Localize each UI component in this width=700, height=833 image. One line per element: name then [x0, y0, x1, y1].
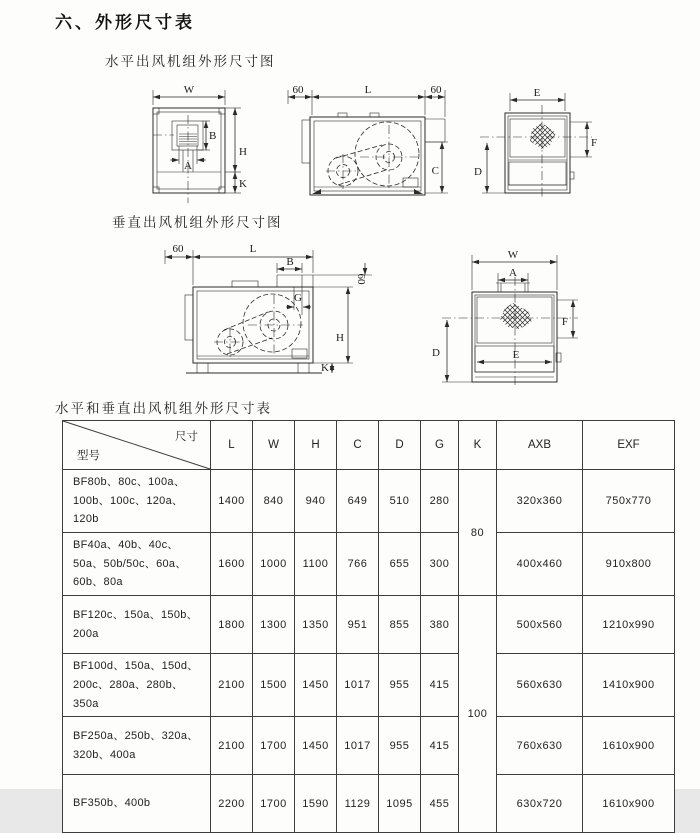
header-row — [63, 421, 675, 470]
corner-header-cell — [63, 421, 211, 470]
col-header-g: G — [421, 421, 459, 470]
dim-g-label: G — [294, 292, 302, 304]
axb-cell: 320x360 — [497, 470, 583, 533]
side-view-diagram — [288, 84, 448, 195]
w-cell: 1000 — [253, 533, 295, 596]
dim-d-label: D — [432, 347, 440, 359]
axb-cell: 500x560 — [497, 596, 583, 654]
col-header-axb: AXB — [497, 421, 583, 470]
w-cell: 1300 — [253, 596, 295, 654]
l-cell: 1400 — [211, 470, 253, 533]
w-cell: 1500 — [253, 654, 295, 717]
col-header-c: C — [337, 421, 379, 470]
axb-cell: 630x720 — [497, 775, 583, 833]
table-row — [63, 470, 675, 533]
axb-cell: 760x630 — [497, 717, 583, 775]
outlet-grille-hatch — [500, 303, 532, 329]
dim-b-label: B — [209, 130, 217, 142]
horizontal-unit-diagrams — [100, 75, 700, 215]
g-cell: 300 — [421, 533, 459, 596]
dim-c-label: C — [431, 165, 439, 177]
exf-cell: 1610x900 — [583, 717, 675, 775]
l-cell: 2100 — [211, 717, 253, 775]
dim-e-label: E — [512, 349, 520, 361]
vside-dimensions — [165, 243, 372, 374]
model-cell: BF40a、40b、40c、50a、50b/50c、60a、60b、80a — [63, 533, 211, 596]
h-cell: 1450 — [295, 654, 337, 717]
d-cell: 655 — [379, 533, 421, 596]
corner-label-dimension: 尺寸 — [175, 431, 198, 443]
vside-box — [185, 275, 322, 373]
h-cell: 1100 — [295, 533, 337, 596]
front-view-diagram — [153, 84, 247, 203]
exf-cell: 1210x990 — [583, 596, 675, 654]
end-view-box — [505, 113, 574, 193]
dim-a-label: A — [509, 267, 517, 279]
dim-k-label: K — [321, 362, 329, 374]
model-cell: BF350b、400b — [63, 775, 211, 833]
w-cell: 840 — [253, 470, 295, 533]
h-cell: 1350 — [295, 596, 337, 654]
dim-60-left-label: 60 — [172, 243, 184, 255]
h-cell: 1450 — [295, 717, 337, 775]
end-view-diagram — [474, 87, 597, 197]
dimension-table-grid — [62, 420, 675, 833]
c-cell: 766 — [337, 533, 379, 596]
col-header-w: W — [253, 421, 295, 470]
table-row — [63, 775, 675, 833]
table-section-label: 水平和垂直出风机组外形尺寸表 — [55, 401, 272, 416]
k-merged-cell: 100 — [459, 596, 497, 833]
vertical-unit-diagrams — [100, 235, 600, 395]
col-header-l: L — [211, 421, 253, 470]
dim-w-label: W — [507, 249, 519, 261]
model-cell: BF100d、150a、150d、200c、280a、280b、350a — [63, 654, 211, 717]
model-cell: BF250a、250b、320a、320b、400a — [63, 717, 211, 775]
front-view-box — [153, 108, 225, 193]
d-cell: 955 — [379, 717, 421, 775]
dim-f-label: F — [591, 137, 598, 149]
vfront-box — [472, 283, 561, 382]
table-row — [63, 533, 675, 596]
col-header-exf: EXF — [583, 421, 675, 470]
dim-60-top-label: 60 — [355, 273, 367, 285]
corner-label-model: 型号 — [77, 450, 100, 462]
c-cell: 1129 — [337, 775, 379, 833]
l-cell: 1800 — [211, 596, 253, 654]
table-row — [63, 654, 675, 717]
k-merged-cell: 80 — [459, 470, 497, 596]
horizontal-section-label: 水平出风机组外形尺寸图 — [105, 54, 276, 69]
exf-cell: 1410x900 — [583, 654, 675, 717]
l-cell: 1600 — [211, 533, 253, 596]
front-view-dimensions — [153, 84, 247, 193]
dim-b-label: B — [286, 256, 294, 268]
vertical-side-view-diagram — [165, 243, 372, 374]
c-cell: 649 — [337, 470, 379, 533]
col-header-d: D — [379, 421, 421, 470]
outlet-grille-hatch — [530, 123, 556, 149]
dim-l-label: L — [364, 84, 372, 96]
dim-f-label: F — [561, 316, 568, 328]
exf-cell: 1610x900 — [583, 775, 675, 833]
h-cell: 940 — [295, 470, 337, 533]
model-cell: BF80b、80c、100a、100b、100c、120a、120b — [63, 470, 211, 533]
table-row — [63, 596, 675, 654]
dim-h-label: H — [239, 146, 247, 158]
d-cell: 1095 — [379, 775, 421, 833]
axb-cell: 400x460 — [497, 533, 583, 596]
vside-fan — [214, 294, 303, 357]
g-cell: 455 — [421, 775, 459, 833]
col-header-k: K — [459, 421, 497, 470]
w-cell: 1700 — [253, 775, 295, 833]
g-cell: 415 — [421, 717, 459, 775]
page-title: 六、外形尺寸表 — [55, 13, 195, 32]
c-cell: 1017 — [337, 654, 379, 717]
d-cell: 955 — [379, 654, 421, 717]
dim-h-label: H — [336, 332, 344, 344]
c-cell: 1017 — [337, 717, 379, 775]
c-cell: 951 — [337, 596, 379, 654]
axb-cell: 560x630 — [497, 654, 583, 717]
table-row — [63, 717, 675, 775]
side-view-dimensions — [288, 84, 448, 193]
side-view-fan — [326, 122, 419, 189]
dim-60-left-label: 60 — [292, 84, 304, 96]
exf-cell: 910x800 — [583, 533, 675, 596]
dim-60-right-label: 60 — [430, 84, 442, 96]
w-cell: 1700 — [253, 717, 295, 775]
dim-w-label: W — [183, 84, 195, 96]
h-cell: 1590 — [295, 775, 337, 833]
g-cell: 415 — [421, 654, 459, 717]
l-cell: 2200 — [211, 775, 253, 833]
g-cell: 280 — [421, 470, 459, 533]
d-cell: 510 — [379, 470, 421, 533]
model-cell: BF120c、150a、150b、200a — [63, 596, 211, 654]
dimension-table — [62, 420, 675, 833]
dim-l-label: L — [249, 243, 257, 255]
dim-d-label: D — [474, 166, 482, 178]
exf-cell: 750x770 — [583, 470, 675, 533]
g-cell: 380 — [421, 596, 459, 654]
vertical-section-label: 垂直出风机组外形尺寸图 — [112, 215, 283, 230]
d-cell: 855 — [379, 596, 421, 654]
l-cell: 2100 — [211, 654, 253, 717]
vertical-front-view-diagram — [432, 249, 578, 387]
dim-e-label: E — [533, 87, 541, 99]
dim-k-label: K — [239, 178, 247, 190]
col-header-h: H — [295, 421, 337, 470]
dim-a-label: A — [184, 160, 192, 172]
vfront-centerlines — [442, 277, 578, 387]
